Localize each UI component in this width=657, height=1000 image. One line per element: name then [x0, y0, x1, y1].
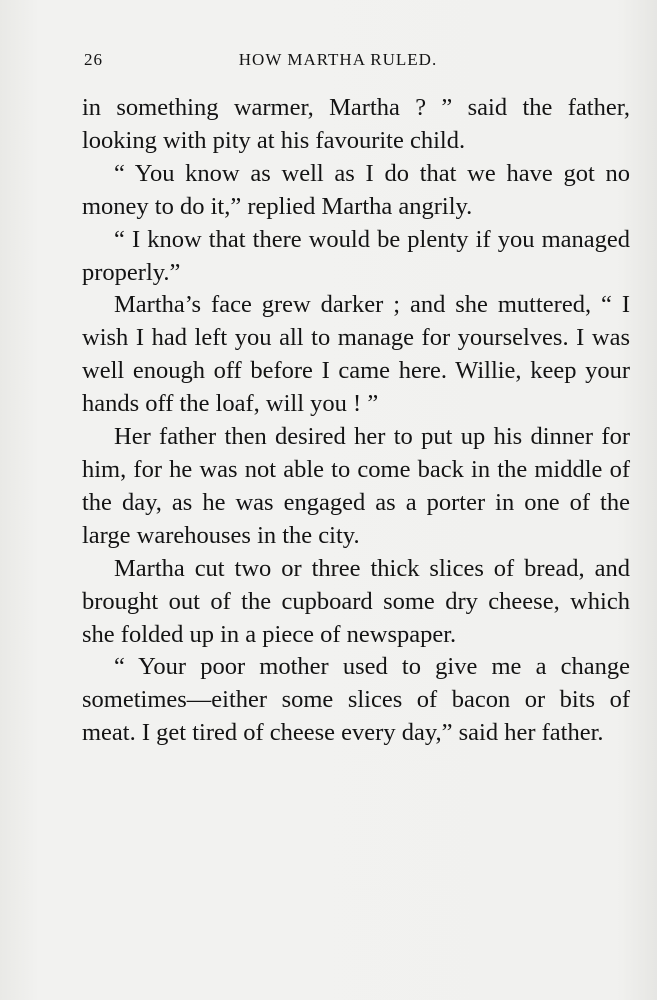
paragraph-1: in something warmer, Martha ? ” said the father, looking with pity at his favourite child.: [82, 94, 630, 154]
paragraph-4: Martha’s face grew darker ; and she muttered, “ I wish I had left you all to manage for yourselves. I was well enough off before I came here. Willie, keep your hands off the loaf, will you ! ”: [82, 291, 630, 418]
running-head: [84, 50, 592, 74]
paragraph-2: “ You know as well as I do that we have got no money to do it,” replied Martha angrily.: [82, 159, 630, 220]
body-text: [82, 92, 630, 750]
page-number: 26: [84, 50, 103, 69]
paragraph-5: Her father then desired her to put up his dinner for him, for he was not able to come back in the middle of the day, as he was engaged as a porter in one of the large warehouses in the city.: [82, 423, 630, 549]
running-title: HOW MARTHA RULED.: [238, 50, 438, 69]
paragraph-6: Martha cut two or three thick slices of bread, and brought out of the cupboard some dry cheese, which she folded up in a piece of newspaper.: [82, 554, 630, 648]
paragraph-3: “ I know that there would be plenty if you managed properly.”: [82, 225, 630, 286]
paragraph-7: “ Your poor mother used to give me a change sometimes—either some slices of bacon or bits of meat. I get tired of cheese every day,” said her father.: [82, 653, 630, 747]
